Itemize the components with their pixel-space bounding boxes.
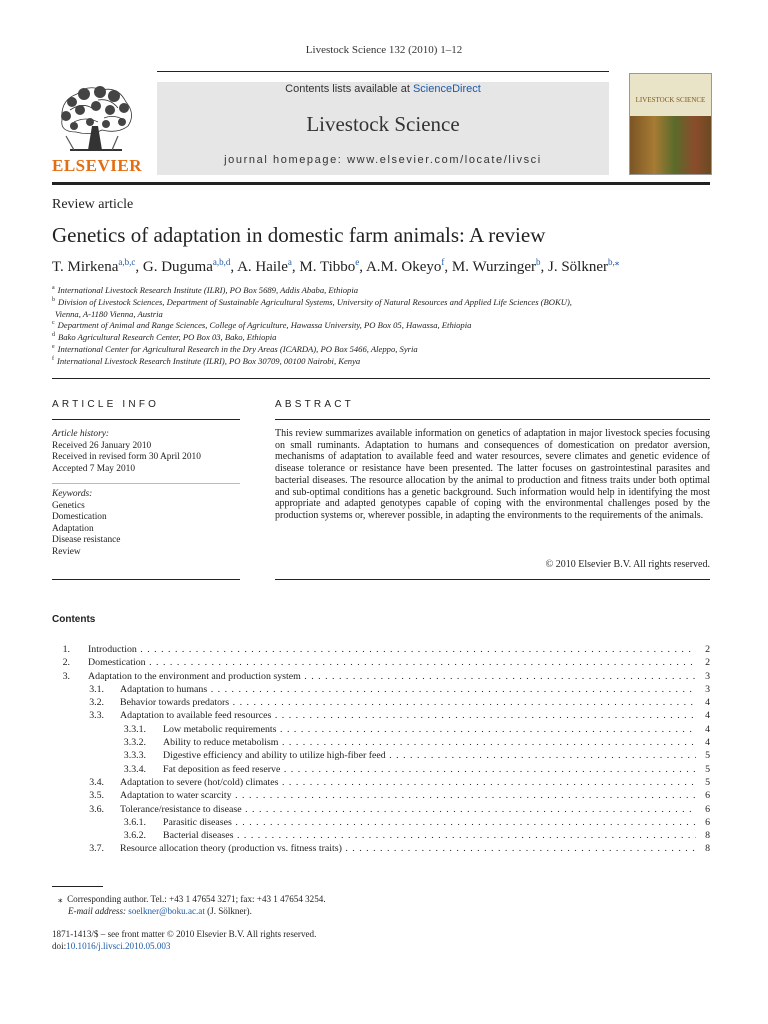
toc-title: Tolerance/resistance to disease . . . [120, 803, 696, 816]
author-separator: , [135, 259, 143, 275]
affiliation-marker: d [52, 332, 55, 339]
toc-page-number: 6 [705, 790, 710, 802]
elsevier-tree-logo [52, 80, 138, 156]
toc-number: 3.6.1. [123, 816, 146, 828]
toc-entry[interactable] [0, 656, 768, 669]
author-name: J. Sölkner [547, 259, 608, 275]
toc-entry[interactable] [0, 709, 768, 722]
toc-page-number: 4 [705, 723, 710, 735]
history-revised: Received in revised form 30 April 2010 [52, 452, 201, 463]
author-name: A. Haile [237, 259, 288, 275]
toc-number: 2. [62, 657, 70, 669]
toc-title: Bacterial diseases . . . [163, 829, 696, 842]
toc-entry[interactable] [0, 803, 768, 816]
abstract-copyright: © 2010 Elsevier B.V. All rights reserved. [545, 559, 710, 570]
toc-entry[interactable] [0, 789, 768, 802]
keywords-label: Keywords: [52, 489, 93, 499]
author-affiliation-marker[interactable]: e [355, 257, 360, 267]
toc-page-number: 5 [705, 763, 710, 775]
article-info-heading: ARTICLE INFO [52, 399, 160, 410]
toc-entry[interactable] [0, 763, 768, 776]
author-separator: , [444, 259, 452, 275]
toc-title: Parasitic diseases . . . [163, 816, 696, 829]
toc-page-number: 6 [705, 803, 710, 815]
publisher-wordmark: ELSEVIER [52, 156, 142, 175]
toc-number: 3.3.1. [123, 723, 146, 735]
author-affiliation-marker[interactable]: f [441, 257, 445, 267]
toc-page-number: 3 [705, 670, 710, 682]
toc-page-number: 4 [705, 737, 710, 749]
doi-link[interactable]: 10.1016/j.livsci.2010.05.003 [66, 941, 171, 951]
toc-number: 3.1. [89, 683, 104, 695]
author-affiliation-marker[interactable]: b,⁎ [607, 257, 620, 267]
contents-prefix: Contents lists available at [285, 83, 413, 95]
article-info-bottom-rule [52, 579, 240, 580]
article-history [52, 429, 201, 475]
toc-entry[interactable] [0, 736, 768, 749]
history-received: Received 26 January 2010 [52, 440, 152, 451]
abstract-heading: ABSTRACT [275, 399, 354, 410]
email-label: E-mail address: [68, 906, 127, 916]
sciencedirect-link[interactable]: ScienceDirect [412, 83, 481, 95]
affiliation-marker: a [52, 285, 55, 291]
author-name: M. Tibbo [299, 259, 356, 275]
toc-page-number: 4 [705, 697, 710, 709]
toc-title: Low metabolic requirements . . . [163, 723, 696, 736]
affiliation-text: Bako Agricultural Research Center, PO Box 03, Bako, Ethiopia [58, 332, 277, 343]
toc-page-number: 4 [705, 710, 710, 722]
journal-cover-thumbnail [629, 73, 712, 175]
author-name: T. Mirkena [52, 259, 119, 275]
toc-title: Resource allocation theory (production vs. fitness traits) . . . [120, 842, 696, 855]
toc-number: 3.3.4. [123, 763, 146, 775]
affiliation-text: International Center for Agricultural Research in the Dry Areas (ICARDA), PO Box 5466, Aleppo, Syria [57, 343, 418, 354]
toc-entry[interactable] [0, 829, 768, 842]
email-suffix: (J. Sölkner). [207, 906, 252, 916]
email-footnote [68, 906, 252, 918]
toc-number: 3.6.2. [123, 830, 146, 842]
toc-entry[interactable] [0, 670, 768, 683]
cover-image [630, 116, 711, 174]
author-separator: , [359, 259, 366, 275]
doi-prefix: doi: [52, 941, 67, 951]
toc-entry[interactable] [0, 723, 768, 736]
author-affiliation-marker[interactable]: a,b,d [212, 257, 231, 267]
toc-page-number: 3 [705, 683, 710, 695]
article-title: Genetics of adaptation in domestic farm animals: A review [52, 223, 546, 247]
corresponding-author: Corresponding author. Tel.: +43 1 47654 3271; fax: +43 1 47654 3254. [67, 894, 326, 904]
toc-number: 3.3. [89, 710, 104, 722]
journal-citation: Livestock Science 132 (2010) 1–12 [305, 44, 463, 56]
toc-title: Ability to reduce metabolism . . . [163, 736, 696, 749]
header-thick-rule [52, 182, 710, 185]
toc-number: 3.3.3. [123, 750, 146, 762]
footnote-rule [52, 886, 103, 887]
keyword-item: Domestication [52, 512, 107, 523]
author-separator: , [540, 259, 548, 275]
author-affiliation-marker[interactable]: a [287, 257, 292, 267]
cover-title: LIVESTOCK SCIENCE [635, 96, 706, 104]
toc-entry[interactable] [0, 816, 768, 829]
toc-title: Adaptation to humans . . . [120, 683, 696, 696]
abstract-bottom-rule [275, 579, 710, 580]
toc-title: Adaptation to available feed resources . . . [120, 709, 696, 722]
affiliation-text: Vienna, A-1180 Vienna, Austria [55, 308, 163, 319]
affiliation-rule [52, 378, 710, 379]
keyword-item: Adaptation [52, 523, 94, 534]
toc-title: Domestication . . . [88, 656, 696, 669]
toc-number: 3.4. [89, 776, 104, 788]
affiliation-text: International Livestock Research Institute (ILRI), PO Box 5689, Addis Ababa, Ethiopia [57, 284, 359, 295]
footnote-star: ⁎ [58, 894, 63, 904]
keyword-item: Disease resistance [52, 535, 121, 546]
toc-entry[interactable] [0, 776, 768, 789]
doi-line [52, 941, 170, 953]
toc-entry[interactable] [0, 749, 768, 762]
issn-line: 1871-1413/$ – see front matter © 2010 Elsevier B.V. All rights reserved. [52, 929, 317, 939]
contents-available-line [157, 83, 609, 95]
keyword-item: Review [52, 546, 81, 557]
author-affiliation-marker[interactable]: a,b,c [118, 257, 136, 267]
toc-number: 3.2. [89, 697, 104, 709]
email-link[interactable]: soelkner@boku.ac.at [128, 906, 205, 916]
toc-number: 3.7. [89, 843, 104, 855]
author-name: M. Wurzinger [451, 259, 536, 275]
toc-title: Adaptation to water scarcity . . . [120, 789, 696, 802]
affiliation-marker: e [52, 344, 55, 350]
toc-number: 3.3.2. [123, 737, 146, 749]
toc-title: Adaptation to the environment and production system . . . [88, 670, 696, 683]
contents-heading: Contents [52, 614, 96, 625]
toc-page-number: 5 [705, 750, 710, 762]
affiliation-marker: f [52, 355, 54, 362]
abstract-rule [275, 419, 710, 420]
article-type: Review article [52, 197, 134, 212]
affiliation-text: International Livestock Research Institute (ILRI), PO Box 30709, 00100 Nairobi, Kenya [57, 355, 361, 366]
history-accepted: Accepted 7 May 2010 [52, 463, 136, 474]
toc-number: 3.5. [89, 790, 104, 802]
author-name: A.M. Okeyo [365, 259, 442, 275]
toc-page-number: 6 [705, 816, 710, 828]
toc-page-number: 2 [705, 657, 710, 669]
toc-title: Digestive efficiency and ability to utilize high-fiber feed . . . [163, 749, 696, 762]
toc-title: Behavior towards predators . . . [120, 696, 696, 709]
affiliation-marker: c [52, 320, 55, 327]
toc-page-number: 8 [705, 830, 710, 842]
toc-title: Introduction . . . [88, 643, 696, 656]
toc-page-number: 5 [705, 776, 710, 788]
affiliation-text: Department of Animal and Range Sciences, College of Agriculture, Hawassa University, PO Box 05, Hawassa, Ethiopia [57, 320, 472, 331]
toc-page-number: 2 [705, 644, 710, 655]
author-list [52, 257, 619, 276]
history-label: Article history: [52, 429, 110, 439]
journal-name: Livestock Science [306, 112, 460, 136]
article-info-rule [52, 419, 240, 420]
toc-title: Fat deposition as feed reserve . . . [163, 763, 696, 776]
keywords-block [52, 489, 120, 559]
toc-title: Adaptation to severe (hot/cold) climates . . . [120, 776, 696, 789]
toc-number: 1. [62, 644, 70, 655]
author-affiliation-marker[interactable]: b [535, 257, 541, 267]
author-separator: , [291, 259, 300, 275]
toc-page-number: 8 [705, 843, 710, 855]
top-rule [157, 71, 609, 72]
abstract-text: This review summarizes available information on genetics of adaptation in major livestock species focusing on small ruminants. Adaptation to humans and consequences of domestication on predator aversion, mechanisms of adaptation to available feed and water resources, severe climates and genetic evidence of disease tolerance or resistance have been presented. The latter focuses on gastrointestinal parasites and bacterial diseases. The resource allocation by the animal to production and fitness traits under both optimal and sub-optimal conditions has a genetic background. Such information would help in identifying the most appropriate and adapted genotypes capable of coping with the environmental challenges posed by the production systems or, wherever possible, in adapting the environments to the requirements of the animals. [275, 428, 710, 521]
affiliation-marker: b [52, 296, 55, 303]
toc-entry[interactable] [0, 643, 768, 656]
toc-number: 3. [62, 670, 70, 682]
journal-homepage[interactable]: journal homepage: www.elsevier.com/locate/livsci [224, 154, 542, 166]
affiliation-line [52, 354, 360, 368]
corresponding-footnote [58, 894, 326, 906]
keyword-item: Genetics [52, 500, 85, 511]
toc-entry[interactable] [0, 683, 768, 696]
author-name: G. Duguma [142, 259, 213, 275]
toc-entry[interactable] [0, 842, 768, 855]
toc-number: 3.6. [89, 803, 104, 815]
affiliation-text: Division of Livestock Sciences, Department of Sustainable Agricultural Systems, University of Natural Resources and Applied Life Sciences (BOKU), [58, 296, 572, 307]
author-separator: , [230, 259, 238, 275]
toc-entry[interactable] [0, 696, 768, 709]
table-of-contents [0, 643, 768, 856]
keywords-divider [52, 483, 240, 484]
